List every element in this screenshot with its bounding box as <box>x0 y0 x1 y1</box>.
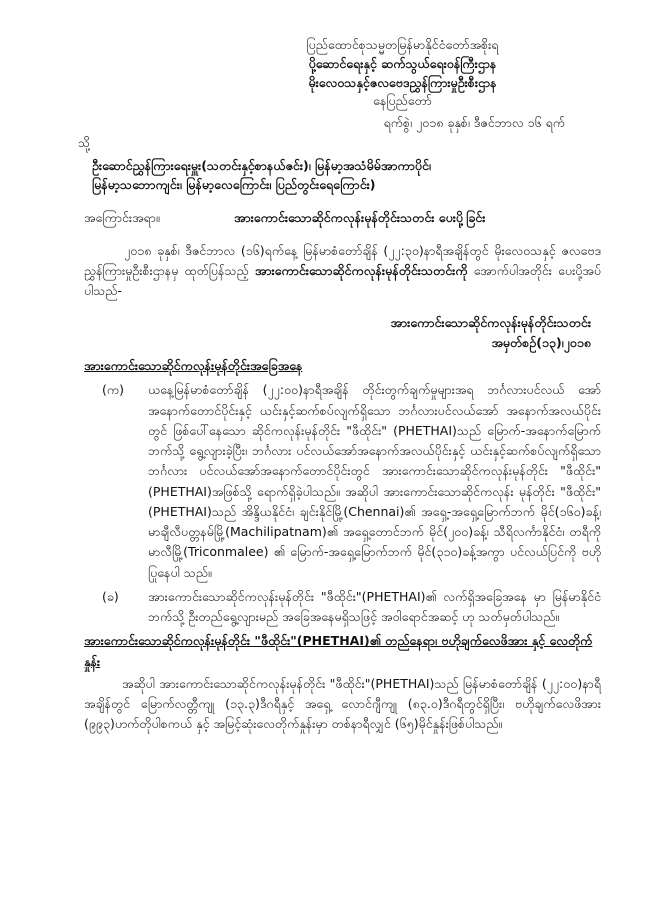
recipients <box>92 156 601 195</box>
to-label: သို့ <box>78 135 91 151</box>
subject-label: အကြောင်းအရာ။ <box>84 210 160 226</box>
ministry-name: ပို့ဆောင်ရေးနှင့် ဆက်သွယ်ရေးဝန်ကြီးဌာန <box>308 55 497 71</box>
item-text: အားကောင်းသောဆိုင်ကလုန်းမုန်တိုင်း "ဖီထိုင်း"(PHETHAI)၏ လက်ရှိအခြေအနေ မှာ မြန်မာနိုင်ငံဘက်သို့ ဦးတည်ရွေ့လျားမည် အခြေအနေမရှိသဖြင့် အဝါရောင်အဆင့် ဟု သတ်မှတ်ပါသည်။ <box>148 588 601 624</box>
item-number: (က) <box>102 382 124 398</box>
list-item <box>84 587 601 628</box>
department-name: မိုးလေဝသနှင့်ဇလဗေဒညွှန်ကြားမှုဦးစီးဌာန <box>308 74 497 90</box>
reference-date: ရက်စွဲ၊ ၂၀၁၈ ခုနှစ်၊ ဒီဇင်ဘာလ ၁၆ ရက် <box>383 115 565 130</box>
letterhead <box>204 36 601 111</box>
list-item <box>84 380 601 583</box>
subject-line <box>84 208 601 228</box>
intro-paragraph <box>84 241 601 302</box>
subject-text: အားကောင်းသောဆိုင်ကလုန်းမုန်တိုင်းသတင်း ပေးပို့ခြင်း <box>234 210 486 226</box>
notice-title: အားကောင်းသောဆိုင်ကလုန်းမုန်တိုင်းသတင်း <box>390 315 591 331</box>
recipient-line: မြန်မာ့သဘောကျင်း၊ မြန်မာ့လေကြောင်း၊ ပြည်တွင်းရေကြောင်း) <box>92 176 376 192</box>
section-heading-status: အားကောင်းသောဆိုင်ကလုန်းမုန်တိုင်းအခြေအနေ <box>84 358 303 373</box>
govt-name: ပြည်ထောင်စုသမ္မတမြန်မာနိုင်ငံတော်အစိုးရ <box>306 37 499 52</box>
intro-text-bold: အားကောင်းသောဆိုင်ကလုန်းမုန်တိုင်းသတင်းကို <box>254 262 468 278</box>
closing-paragraph: အဆိုပါ အားကောင်းသောဆိုင်ကလုန်းမုန်တိုင်း "ဖီထိုင်း"(PHETHAI)သည် မြန်မာစံတော်ချိန် (၂၂:၀၀)နာရီအချိန်တွင် မြောက်လတ္တီကျု (၁၃.၃)ဒီဂရီနှင့် အရှေ့ လောင်ဂျီကျု (၈၃.၀)ဒီဂရီတွင်ရှိပြီး၊ ဗဟိုချက်လေဖိအား (၉၉၃)ဟက်တိုပါစကယ် နှင့် အမြင့်ဆုံးလေတိုက်နှုန်းမှာ တစ်နာရီလျှင် (၆၅)မိုင်နှုန်းဖြစ်ပါသည်။ <box>84 675 601 732</box>
intro-text-c: အောက်ပါအတိုင်း ပေးပို့အပ်ပါသည်- <box>84 262 601 298</box>
notice-number: အမှတ်စဉ်(၁၃)၊၂၀၁၈ <box>491 334 591 350</box>
item-number: (ခ) <box>102 588 119 604</box>
item-text: ယနေ့မြန်မာစံတော်ချိန် (၂၂:၀၀)နာရီအချိန် တိုင်းတွက်ချက်မှုများအရ ဘင်္ဂလားပင်လယ် အော်အနောက်တောင်ပိုင်းနှင့် ယင်းနှင့်ဆက်စပ်လျက်ရှိသော ဘင်္ဂလားပင်လယ်အော် အနောက်အလယ်ပိုင်းတွင် ဖြစ်ပေါ်နေသော ဆိုင်ကလုန်းမုန်တိုင်း "ဖီထိုင်း" (PHETHAI)သည် မြောက်-အနောက်မြောက်ဘက်သို့ ရွေ့လျားခဲ့ပြီး၊ ဘင်္ဂလား ပင်လယ်အော်အနောက်အလယ်ပိုင်းနှင့် ယင်းနှင့်ဆက်စပ်လျက်ရှိသော ဘင်္ဂလား ပင်လယ်အော်အနောက်တောင်ပိုင်းတွင် အားကောင်းသောဆိုင်ကလုန်းမုန်တိုင်း "ဖီထိုင်း" (PHETHAI)အဖြစ်သို့ ရောက်ရှိခဲ့ပါသည်။ အဆိုပါ အားကောင်းသောဆိုင်ကလုန်း မုန်တိုင်း "ဖီထိုင်း"(PHETHAI)သည် အိန္ဒိယနိုင်ငံ၊ ချင်းနိုင်မြို့(Chennai)၏ အရှေ့-အရှေ့မြောက်ဘက် မိုင်(၁၆၀)ခန့်၊ မာချီလီပတ္တနမ်မြို့(Machilipatnam)၏ အရှေ့တောင်ဘက် မိုင်(၂၀၀)ခန့်၊ သီရိလင်္ကာနိုင်ငံ၊ တရီကိုမာလီမြို့(Triconmalee) ၏ မြောက်-အရှေ့မြောက်ဘက် မိုင်(၃၁၀)ခန့်အကွာ ပင်လယ်ပြင်ကို ဗဟိုပြုနေပါ သည်။ <box>148 382 601 580</box>
recipient-line: ဦးဆောင်ညွှန်ကြားရေးမှူး(သတင်းနှင့်စာနယ်ဇင်း)၊ မြန်မာ့အသံမိမ်အာကာပိုင်၊ <box>92 157 431 173</box>
section-heading-location: အားကောင်းသောဆိုင်ကလုန်းမုန်တိုင်း "ဖီထိုင်း"(PHETHAI)၏ တည်နေရာ၊ ဗဟိုချက်လေဖိအား နှင့် လေတိုက်နှုန်း <box>84 633 593 669</box>
notice-heading <box>84 313 591 352</box>
intro-text-a: ၂၀၁၈ ခုနှစ်၊ ဒီဇင်ဘာလ (၁၆)ရက်နေ့ မြန်မာစံတော်ချိန် (၂၂:၃၀)နာရီအချိန်တွင် မိုးလေဝသနှင့် ဇလဗေဒညွှန်ကြားမှုဦးစီးဌာနမှ ထုတ်ပြန်သည့် <box>84 242 601 278</box>
city-name: နေပြည်တော် <box>373 93 432 109</box>
